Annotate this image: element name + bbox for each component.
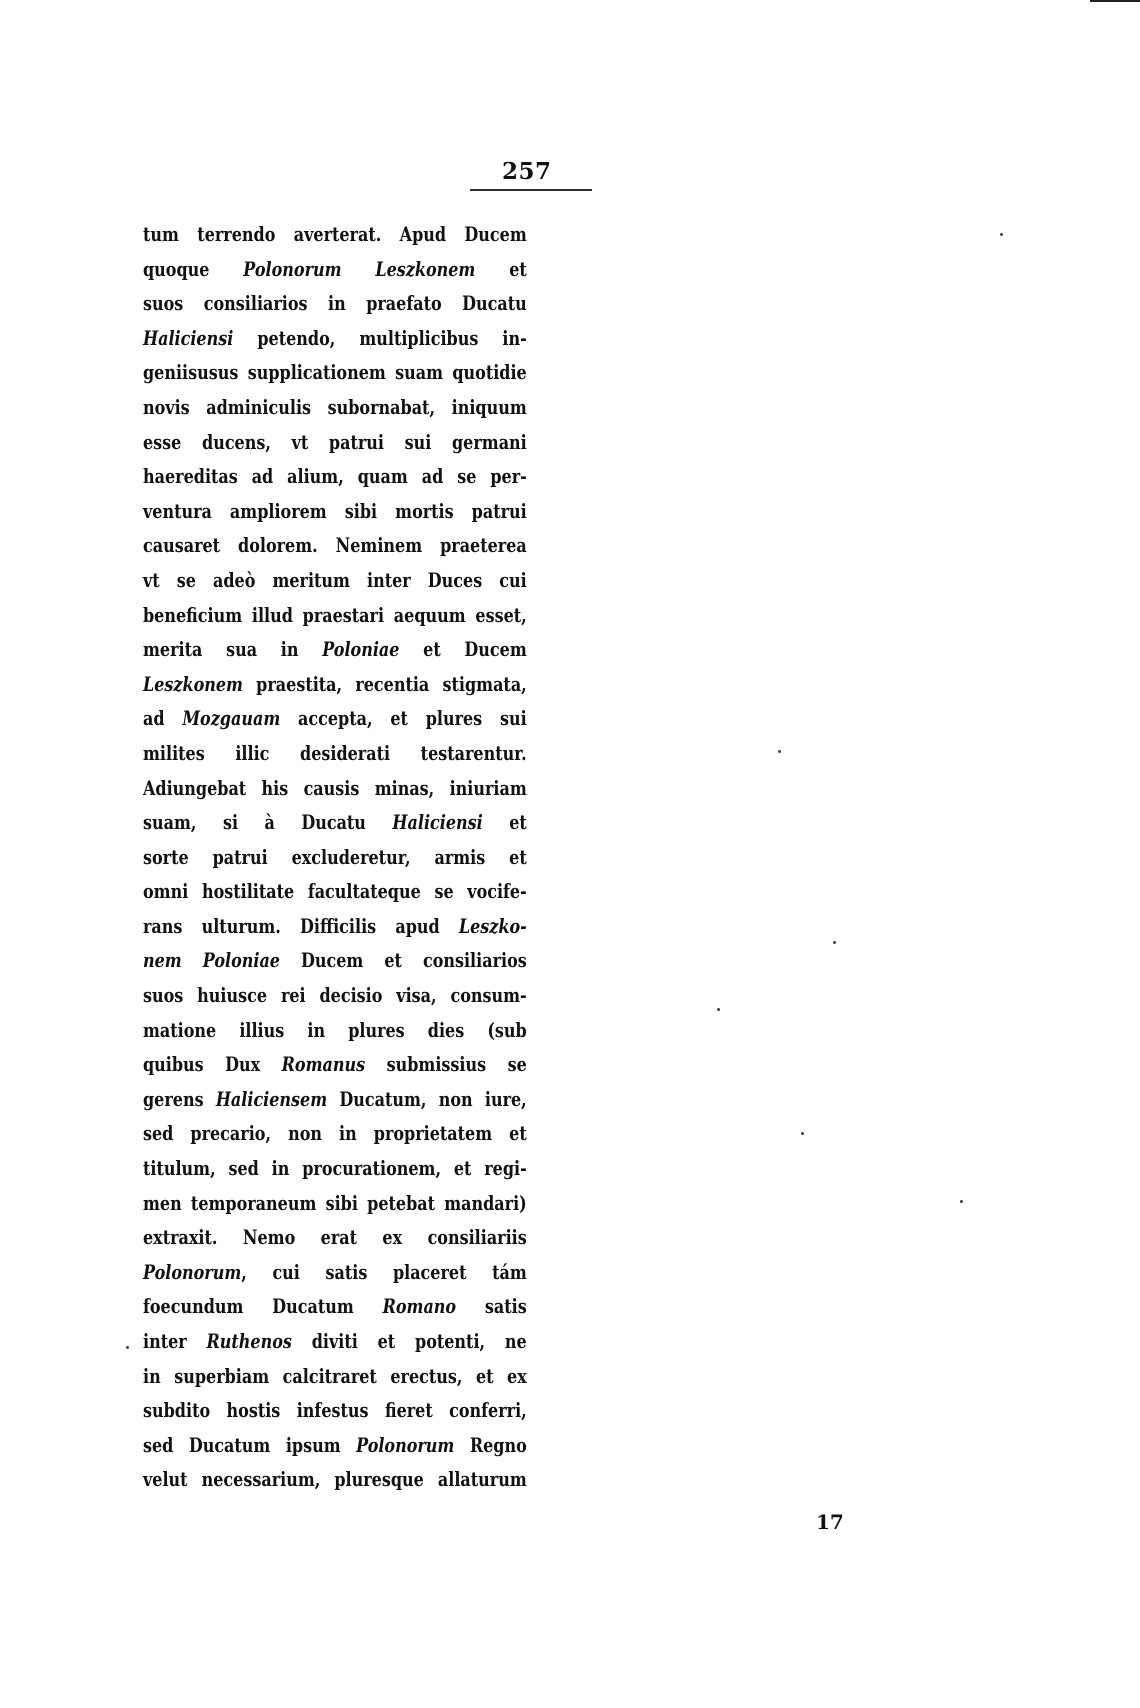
word: in [143, 1364, 161, 1388]
word: aequum [393, 603, 466, 627]
word: mandari) [444, 1191, 527, 1215]
word: si [222, 811, 239, 835]
word: desiderati [300, 741, 391, 765]
word: praestita, [256, 672, 343, 696]
word: germani [451, 430, 527, 454]
header-rule [470, 189, 592, 191]
word: ventura [143, 499, 212, 523]
word: sed [143, 1122, 174, 1146]
word: inter [143, 1330, 187, 1353]
text-line [143, 218, 527, 253]
word: minas, [374, 776, 435, 800]
text-line [143, 356, 527, 391]
word: sorte [143, 845, 189, 869]
word: ad [421, 465, 444, 489]
word: ampliorem [229, 499, 327, 523]
word: Ducatum, [339, 1087, 427, 1111]
word: et [475, 1364, 494, 1388]
word: ne [504, 1330, 527, 1353]
word: Adiungebat [143, 776, 247, 800]
word: titulum, [143, 1157, 216, 1181]
text-line [143, 1429, 527, 1464]
word: Regno [469, 1433, 527, 1457]
text-line [143, 1394, 527, 1429]
text-line [143, 564, 527, 599]
word: stigmata, [442, 672, 527, 696]
word: infestus [296, 1399, 369, 1423]
text-line [143, 979, 527, 1014]
text-line [143, 633, 527, 668]
word: geniisusus [143, 361, 239, 385]
scan-speck [960, 1200, 963, 1203]
word: Haliciensem [215, 1087, 328, 1111]
word: non [288, 1122, 322, 1146]
word: apud [395, 914, 440, 938]
word: Haliciensi [392, 811, 483, 835]
word: illic [235, 741, 270, 765]
word: dies [427, 1018, 465, 1042]
word: patrui [328, 430, 384, 454]
word: fieret [384, 1399, 433, 1423]
word: pluresque [334, 1468, 424, 1492]
word: sibi [344, 499, 378, 523]
text-line [143, 426, 527, 461]
text-line [143, 529, 527, 564]
word: Ducem [464, 638, 527, 662]
text-line [143, 1152, 527, 1187]
word: proprietatem [373, 1122, 493, 1146]
word: non [438, 1087, 473, 1111]
word: ulturum. [201, 914, 281, 938]
word: ex [507, 1364, 527, 1388]
word: consiliariis [427, 1226, 527, 1250]
text-line [143, 806, 527, 841]
scan-speck [126, 1346, 129, 1349]
word: erat [320, 1226, 358, 1250]
scan-speck [801, 1132, 804, 1135]
word: in [328, 292, 346, 316]
word: ex [382, 1226, 403, 1250]
word: Ducatu [301, 811, 366, 835]
word: suam [395, 361, 444, 385]
word: Ducem [301, 949, 364, 973]
text-line [143, 668, 527, 703]
word: illius [239, 1018, 285, 1042]
scan-speck [1000, 233, 1003, 236]
text-line [143, 1014, 527, 1049]
text-line [143, 737, 527, 772]
word: armis [434, 845, 486, 869]
word: per- [490, 465, 527, 489]
word: superbiam [174, 1364, 270, 1388]
word: subornabat, [327, 395, 436, 419]
word: iniuriam [449, 776, 527, 800]
word: calcitraret [282, 1364, 377, 1388]
text-line [143, 287, 527, 322]
word: merita [143, 638, 203, 662]
text-line [143, 702, 527, 737]
word: se [507, 1053, 527, 1077]
word: alium, [287, 465, 344, 489]
text-line [143, 1256, 527, 1291]
text-line [143, 772, 527, 807]
word: et [509, 811, 527, 835]
text-line [143, 391, 527, 426]
word: Haliciensi [143, 326, 234, 350]
word: in [307, 1018, 326, 1042]
word: quoque [143, 257, 210, 281]
word: inter [367, 568, 411, 592]
word: et [509, 257, 527, 281]
word: allaturum [437, 1468, 527, 1492]
word: se [176, 568, 196, 592]
word: Difficilis [300, 914, 377, 938]
word: satis [325, 1260, 368, 1284]
word: ipsum [285, 1433, 341, 1457]
word: et [509, 845, 527, 869]
word: et [384, 949, 402, 973]
word: suos [143, 984, 184, 1008]
word: in [280, 638, 299, 662]
word: iure, [484, 1087, 527, 1111]
word: (sub [487, 1018, 527, 1042]
word: consum- [450, 984, 527, 1008]
word: Neminem [335, 534, 423, 558]
word: erectus, [390, 1364, 463, 1388]
text-line [143, 599, 527, 634]
word: regi- [484, 1157, 527, 1181]
word: decisio [319, 984, 383, 1008]
word: sibi [325, 1191, 358, 1215]
word: Romano [382, 1295, 457, 1319]
word: satis [484, 1295, 527, 1319]
word: in [339, 1122, 357, 1146]
word: et [423, 638, 441, 662]
signature-mark: 17 [816, 1510, 844, 1534]
word: milites [143, 741, 205, 765]
text-line [143, 875, 527, 910]
word: cui [272, 1260, 300, 1284]
word: se [457, 465, 477, 489]
word: sui [499, 707, 527, 731]
word: praestari [302, 603, 385, 627]
word: huiusce [197, 984, 268, 1008]
word: et [453, 1157, 472, 1181]
word: Apud [399, 223, 447, 246]
word: ducens, [202, 430, 271, 454]
word: multiplicibus [359, 326, 479, 350]
word: Polonorum [356, 1433, 455, 1457]
word: temporaneum [190, 1191, 317, 1215]
word: hostis [226, 1399, 281, 1423]
text-line [143, 1048, 527, 1083]
word: praeterea [440, 534, 527, 558]
word: quam [357, 465, 408, 489]
word: se [434, 880, 454, 904]
word: consiliarios [422, 949, 527, 973]
word: placeret [392, 1260, 467, 1284]
word: suos [143, 292, 184, 316]
word: cui [499, 568, 527, 592]
word: consiliarios [203, 292, 308, 316]
word: Nemo [242, 1226, 296, 1250]
word: plures [425, 707, 483, 731]
word: vt [291, 430, 309, 454]
word: Leszkonem [143, 672, 243, 696]
word: praefato [366, 292, 442, 316]
word: Ducatu [462, 292, 527, 316]
word: subdito [143, 1399, 211, 1423]
word: in [271, 1157, 290, 1181]
text-line [143, 1290, 527, 1325]
word: illud [251, 603, 293, 627]
word: Poloniae [322, 638, 400, 662]
word: sed [228, 1157, 259, 1181]
word: causaret [143, 534, 221, 558]
word: et [377, 1330, 396, 1353]
word: ad [143, 707, 165, 731]
word: velut [143, 1468, 188, 1492]
word: nem [143, 949, 182, 973]
word: Polonorum, [143, 1260, 247, 1284]
word: vocife- [467, 880, 527, 904]
word: beneficium [143, 603, 243, 627]
text-line [143, 1083, 527, 1118]
word: suam, [143, 811, 197, 835]
body-text [143, 218, 527, 1498]
text-line [143, 841, 527, 876]
word: Leszkonem [375, 257, 476, 281]
word: à [264, 811, 275, 835]
word: patrui [471, 499, 527, 523]
page-edge-rule [1090, 0, 1140, 2]
page-number: 257 [502, 158, 552, 185]
word: potenti, [415, 1330, 486, 1353]
word: hostilitate [201, 880, 295, 904]
word: Duces [427, 568, 483, 592]
word: rei [280, 984, 306, 1008]
word: Leszko- [458, 914, 527, 938]
word: conferri, [449, 1399, 527, 1423]
word: esse [143, 430, 182, 454]
word: sui [404, 430, 432, 454]
word: Poloniae [202, 949, 280, 973]
word: et [509, 1122, 527, 1146]
word: facultateque [307, 880, 421, 904]
word: averterat. [293, 223, 382, 246]
word: iniquum [451, 395, 527, 419]
text-line [143, 253, 527, 288]
text-line [143, 1325, 527, 1360]
text-line [143, 495, 527, 530]
word: vt [143, 568, 160, 592]
word: esset, [475, 603, 527, 627]
word: Ducatum [272, 1295, 354, 1319]
text-line [143, 1221, 527, 1256]
word: his [261, 776, 289, 800]
word: novis [143, 395, 190, 419]
word: quotidie [452, 361, 527, 385]
word: meritum [272, 568, 350, 592]
word: visa, [396, 984, 437, 1008]
word: diviti [311, 1330, 358, 1353]
scan-speck [778, 750, 781, 753]
text-line [143, 322, 527, 357]
text-line [143, 910, 527, 945]
text-line [143, 944, 527, 979]
word: necessarium, [201, 1468, 321, 1492]
text-line [143, 1360, 527, 1395]
word: matione [143, 1018, 217, 1042]
word: ad [251, 465, 274, 489]
word: Mozgauam [182, 707, 281, 731]
word: causis [303, 776, 360, 800]
word: haereditas [143, 465, 238, 489]
word: quibus [143, 1053, 204, 1077]
word: rans [143, 914, 183, 938]
word: extraxit. [143, 1226, 218, 1250]
word: gerens [143, 1087, 204, 1111]
word: recentia [355, 672, 430, 696]
word: precario, [190, 1122, 272, 1146]
word: Ruthenos [206, 1330, 292, 1353]
word: petebat [367, 1191, 435, 1215]
word: Romanus [281, 1053, 366, 1077]
word: Dux [225, 1053, 261, 1077]
word: Ducem [464, 223, 527, 246]
word: omni [143, 880, 189, 904]
word: in- [502, 326, 527, 350]
text-line [143, 1117, 527, 1152]
word: plures [348, 1018, 405, 1042]
word: tum [143, 223, 179, 246]
word: Polonorum [243, 257, 342, 281]
word: Ducatum [188, 1433, 271, 1457]
word: procurationem, [302, 1157, 442, 1181]
word: excluderetur, [291, 845, 411, 869]
text-line [143, 460, 527, 495]
scan-speck [833, 941, 836, 944]
text-line [143, 1463, 527, 1498]
word: mortis [395, 499, 454, 523]
word: tám [492, 1260, 527, 1284]
word: sua [226, 638, 258, 662]
word: et [390, 707, 408, 731]
word: supplicationem [247, 361, 386, 385]
word: dolorem. [238, 534, 318, 558]
word: submissius [386, 1053, 487, 1077]
word: sed [143, 1433, 174, 1457]
word: terrendo [197, 223, 276, 246]
word: adeò [212, 568, 256, 592]
scan-speck [717, 1008, 720, 1011]
word: adminiculis [206, 395, 312, 419]
word: patrui [212, 845, 268, 869]
text-line [143, 1187, 527, 1222]
word: accepta, [298, 707, 373, 731]
word: petendo, [257, 326, 336, 350]
word: testarentur. [420, 741, 527, 765]
word: foecundum [143, 1295, 244, 1319]
word: men [143, 1191, 182, 1215]
